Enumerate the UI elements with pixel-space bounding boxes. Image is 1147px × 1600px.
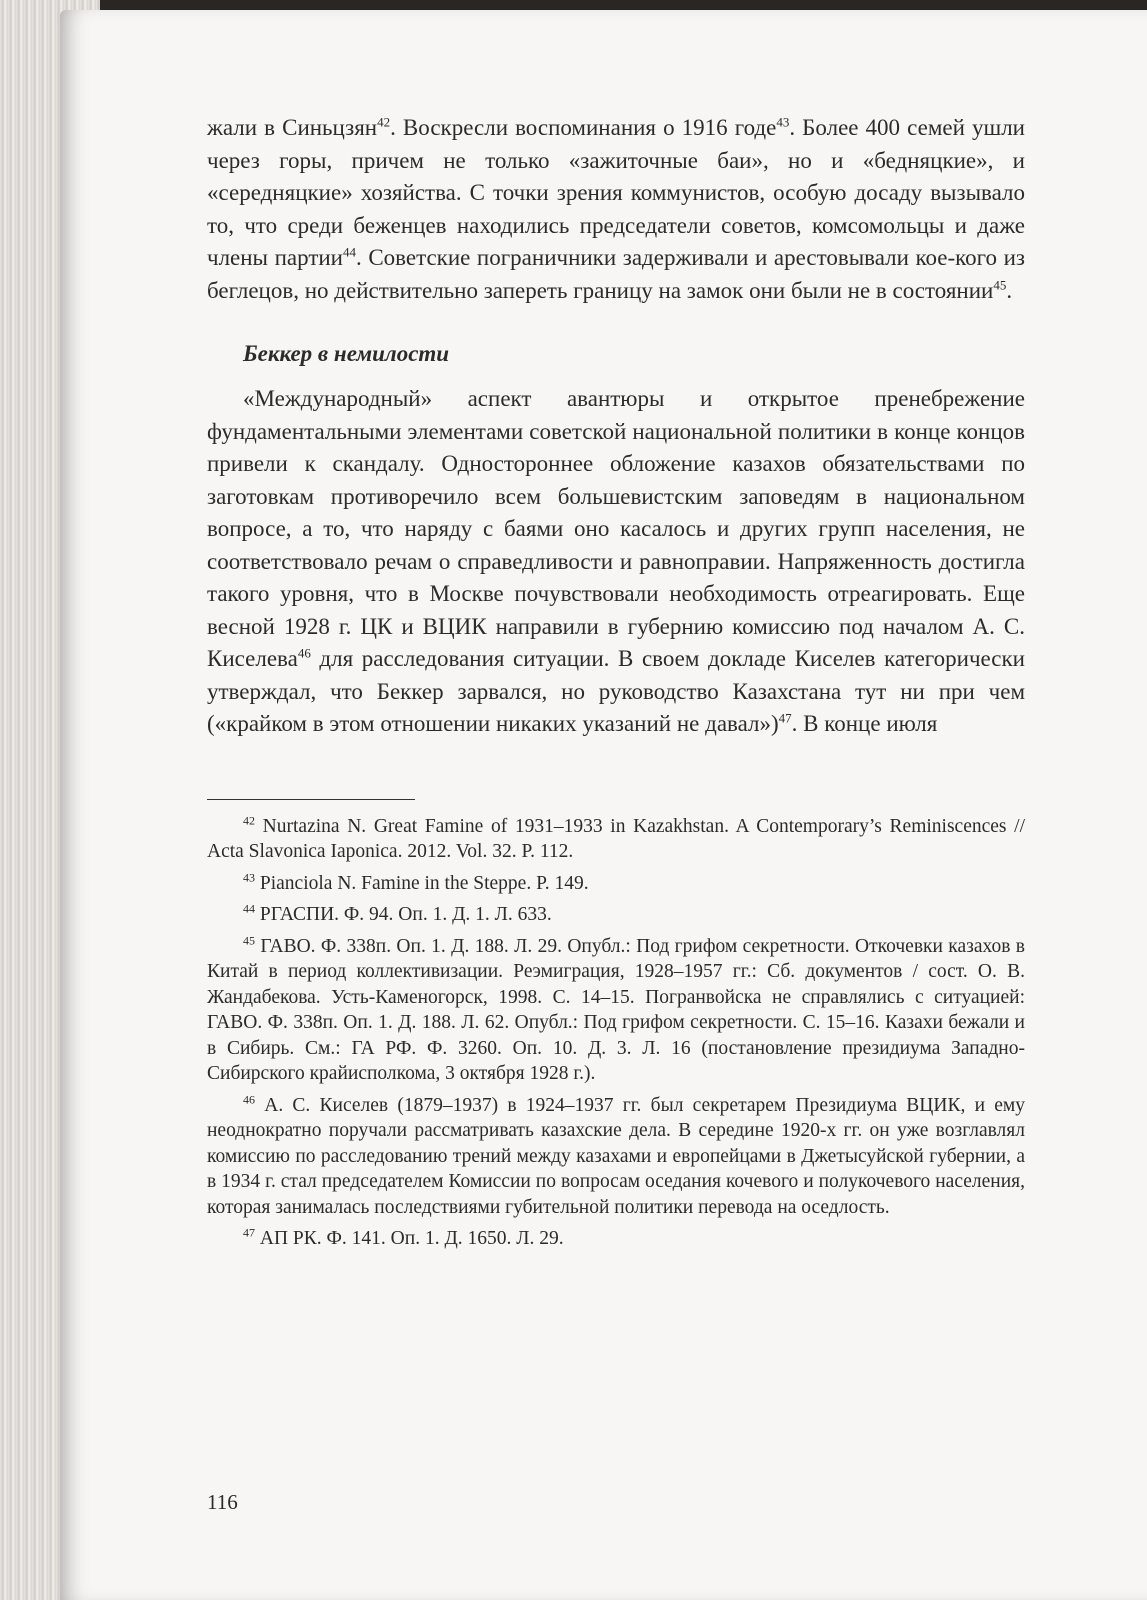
- paragraph-1: [207, 112, 1025, 307]
- footnote-ref[interactable]: 46: [297, 645, 311, 661]
- footnote-number: 47: [243, 1225, 255, 1240]
- footnote-42: [207, 814, 1025, 865]
- text-run: . Воскресли воспоминания о 1916 годе: [390, 115, 777, 140]
- footnotes: [207, 814, 1025, 1252]
- footnote-text: Pianciola N. Famine in the Steppe. P. 149.: [255, 872, 589, 894]
- footnote-44: [207, 902, 1025, 928]
- footnote-number: 43: [243, 870, 255, 884]
- footnote-number: 46: [243, 1092, 255, 1106]
- text-run: . Более 400 семей ушли через горы, причем не только «зажиточные баи», но и «бедняцкие», и «середняцкие» хозяйства. С точки зрения коммунистов, особую досаду вызывало то, что среди беженцев находились председатели советов, комсомольцы и даже члены партии: [207, 115, 1025, 270]
- paragraph-2: [207, 383, 1025, 741]
- footnote-divider: [207, 799, 415, 800]
- section-heading: Беккер в немилости: [243, 341, 450, 366]
- footnote-text: А. С. Киселев (1879–1937) в 1924–1937 гг. был секретарем Президиума ВЦИК, и ему неоднократно поручали рассматривать казахские дела. В середине 1920-х гг. он уже возглавлял комиссию по расследованию трений между казахами и европейцами в Джетысуйской губернии, а в 1934 г. стал председателем Комиссии по вопросам оседания кочевого и полукочевого населения, которая занималась последствиями губительной политики перевода на оседлость.: [207, 1094, 1025, 1218]
- footnote-text: Nurtazina N. Great Famine of 1931–1933 in Kazakhstan. A Contemporary’s Reminiscences // Acta Slavonica Iaponica. 2012. Vol. 32. P. 112.: [207, 815, 1025, 862]
- text-run: «Международный» аспект авантюры и открытое пренебрежение фундаментальными элементами советской национальной политики в конце концов привели к скандалу. Одностороннее обложение казахов обязательствами по заготовкам противоречило всем большевистским заповедям в национальном вопросе, а то, что наряду с баями оно касалось и других групп населения, не соответствовало речам о справедливости и равноправии. Напряженность достигла такого уровня, что в Москве почувствовали необходимость отреагировать. Еще весной 1928 г. ЦК и ВЦИК направили в губернию комиссию под началом А. С. Киселева: [207, 386, 1025, 671]
- footnote-number: 45: [243, 933, 255, 947]
- footnote-ref[interactable]: 45: [993, 276, 1007, 292]
- footnote-ref[interactable]: 47: [778, 710, 792, 726]
- text-run: . В конце июля: [791, 711, 938, 736]
- page-content: [207, 112, 1025, 1258]
- footnote-47: [207, 1226, 1025, 1252]
- text-run: . Советские пограничники задерживали и арестовывали кое-кого из беглецов, но действительно запереть границу на замок они были не в состоянии: [207, 245, 1026, 303]
- footnote-text: АП РК. Ф. 141. Оп. 1. Д. 1650. Л. 29.: [255, 1228, 564, 1249]
- text-run: жали в Синьцзян: [207, 115, 378, 140]
- footnote-ref[interactable]: 44: [343, 244, 356, 260]
- footnote-number: 42: [243, 813, 255, 827]
- page-number: 116: [207, 1490, 238, 1514]
- footnote-text: ГАВО. Ф. 338п. Оп. 1. Д. 188. Л. 29. Опубл.: Под грифом секретности. Откочевки казахов в Китай в период коллективизации. Реэмиграция, 1928–1957 гг.: Сб. документов / сост. О. В. Жандабекова. Усть-Каменогорск, 1998. С. 14–15. Погранвойска не справлялись с ситуацией: ГАВО. Ф. 338п. Оп. 1. Д. 188. Л. 62. Опубл.: Под грифом секретности. С. 15–16. Казахи бежали и в Сибирь. См.: ГА РФ. Ф. 3260. Оп. 10. Д. 3. Л. 16 (постановление президиума Западно-Сибирского крайисполкома, 3 октября 1928 г.).: [207, 935, 1025, 1084]
- footnote-text: РГАСПИ. Ф. 94. Оп. 1. Д. 1. Л. 633.: [255, 904, 552, 925]
- text-run: для расследования ситуации. В своем докладе Киселев категорически утверждал, что Беккер зарвался, но руководство Казахстана тут ни при чем («крайком в этом отношении никаких указаний не давал»): [207, 646, 1025, 736]
- body-text: [207, 112, 1025, 741]
- footnote-46: [207, 1093, 1025, 1221]
- footnote-ref[interactable]: 42: [377, 114, 391, 130]
- footnote-45: [207, 934, 1025, 1087]
- footnote-43: [207, 871, 1025, 897]
- text-run: .: [1006, 277, 1013, 303]
- footnote-ref[interactable]: 43: [776, 114, 790, 130]
- footnote-number: 44: [243, 901, 255, 916]
